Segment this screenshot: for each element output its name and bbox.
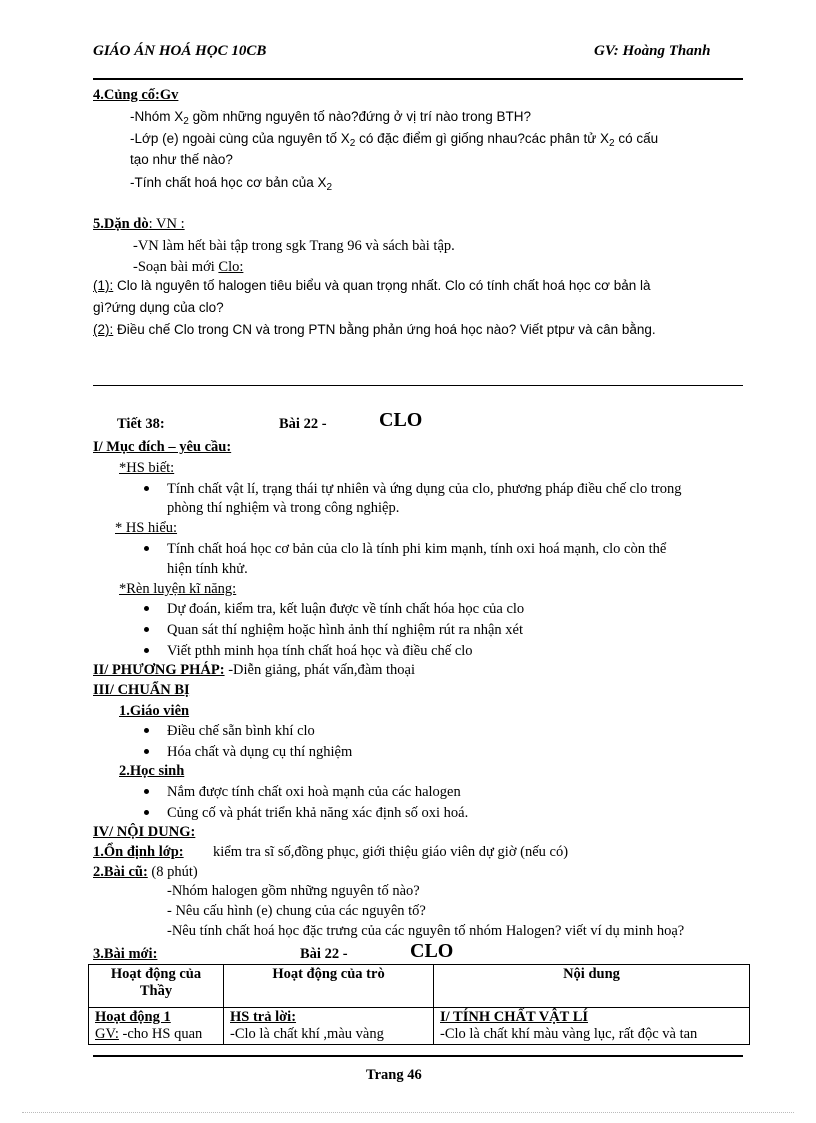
table-header-row (89, 965, 750, 1008)
page-edge (22, 1112, 794, 1113)
section-III-title: III/ CHUẨN BỊ (93, 682, 190, 698)
ky-nang-label: *Rèn luyện kĩ năng: (119, 581, 237, 597)
section-divider (93, 385, 743, 386)
ky-nang-item-3: Viết pthh minh họa tính chất hoá học và điều chế clo (167, 643, 473, 659)
bai-moi-label: 3.Bài mới: (93, 946, 158, 962)
s5-question-1: (1): Clo là nguyên tố halogen tiêu biểu và quan trọng nhất. Clo có tính chất hoá học cơ bản là (93, 278, 651, 293)
bullet-icon (144, 486, 149, 491)
biet-item-1-cont: phòng thí nghiệm và trong công nghiệp. (167, 500, 400, 516)
lesson-period: Tiết 38: (117, 416, 165, 432)
table-row (89, 1008, 750, 1027)
hieu-item-1-cont: hiện tính khử. (167, 561, 248, 577)
s5-line-2: -Soạn bài mới Clo: (133, 259, 244, 275)
header-rule (93, 78, 743, 80)
s5-question-1-cont: gì?ứng dụng của clo? (93, 300, 224, 315)
table-cell: -Clo là chất khí ,màu vàng (224, 1026, 434, 1045)
lesson-title: CLO (379, 409, 423, 431)
bai-cu-question-2: - Nêu cấu hình (e) chung của các nguyên tố? (167, 903, 426, 919)
bai-cu-line: 2.Bài cũ: (8 phút) (93, 864, 198, 880)
hs-hieu-label: * HS hiểu: (115, 520, 178, 536)
table-header-student: Hoạt động của trò (224, 965, 434, 1008)
hs-item-2: Củng cố và phát triển khả năng xác định số oxi hoá. (167, 805, 469, 821)
lesson-number: Bài 22 - (279, 416, 327, 432)
table-cell: I/ TÍNH CHẤT VẬT LÍ (434, 1008, 750, 1027)
on-dinh-text: kiểm tra sĩ số,đồng phục, giới thiệu giáo viên dự giờ (nếu có) (213, 844, 569, 860)
bullet-icon (144, 648, 149, 653)
ky-nang-item-1: Dự đoán, kiểm tra, kết luận được về tính chất hóa học của clo (167, 601, 525, 617)
bai-cu-question-3: -Nêu tính chất hoá học đặc trưng của các nguyên tố nhóm Halogen? viết ví dụ minh hoạ? (167, 923, 685, 939)
bai-moi-title: CLO (410, 940, 454, 962)
section-I-title: I/ Mục đích – yêu cầu: (93, 439, 232, 455)
s4-line-1: -Nhóm $X_2$ gồm những nguyên tố nào?đứng ở vị trí nào trong BTH? (130, 109, 531, 127)
on-dinh-label: 1.Ổn định lớp: (93, 844, 184, 860)
section-4-title: 4.Củng cố:Gv (93, 87, 179, 103)
header-title: GIÁO ÁN HOÁ HỌC 10CB (93, 43, 267, 59)
page-number: Trang 46 (366, 1067, 422, 1083)
ky-nang-item-2: Quan sát thí nghiệm hoặc hình ảnh thí nghiệm rút ra nhận xét (167, 622, 523, 638)
bullet-icon (144, 606, 149, 611)
table-header-teacher: Hoạt động của Thầy (89, 965, 224, 1008)
section-IV-title: IV/ NỘI DUNG: (93, 824, 196, 840)
table-cell: GV: -cho HS quan (89, 1026, 224, 1045)
bullet-icon (144, 749, 149, 754)
bullet-icon (144, 728, 149, 733)
s4-line-4: -Tính chất hoá học cơ bản của $X_2$ (130, 175, 333, 193)
table-cell: Hoạt động 1 (89, 1008, 224, 1027)
s5-question-2: (2): Điều chế Clo trong CN và trong PTN bằng phản ứng hoá học nào? Viết ptpư và cân bằng. (93, 322, 656, 337)
bullet-icon (144, 789, 149, 794)
table-cell: -Clo là chất khí màu vàng lục, rất độc và tan (434, 1026, 750, 1045)
hoc-sinh-label: 2.Học sinh (119, 763, 185, 779)
biet-item-1: Tính chất vật lí, trạng thái tự nhiên và ứng dụng của clo, phương pháp điều chế clo trong (167, 481, 682, 497)
bullet-icon (144, 546, 149, 551)
gv-item-1: Điều chế sẵn bình khí clo (167, 723, 315, 739)
table-row (89, 1026, 750, 1045)
bullet-icon (144, 810, 149, 815)
table-cell: HS trả lời: (224, 1008, 434, 1027)
giao-vien-label: 1.Giáo viên (119, 703, 190, 719)
table-header-content: Nội dung (434, 965, 750, 1008)
header-teacher: GV: Hoàng Thanh (594, 43, 711, 59)
footer-rule (93, 1055, 743, 1057)
activity-table (88, 964, 750, 1045)
bullet-icon (144, 627, 149, 632)
bai-cu-question-1: -Nhóm halogen gồm những nguyên tố nào? (167, 883, 420, 899)
bai-moi-number: Bài 22 - (300, 946, 348, 962)
section-5-title: 5.Dặn dò: VN : (93, 216, 185, 232)
hs-biet-label: *HS biết: (119, 460, 175, 476)
s4-line-2: -Lớp (e) ngoài cùng của nguyên tố $X_2$ có đặc điểm gì giống nhau?các phân tử $X_2$ có cấu (130, 131, 659, 149)
hs-item-1: Nắm được tính chất oxi hoà mạnh của các halogen (167, 784, 461, 800)
section-II: II/ PHƯƠNG PHÁP: -Diễn giảng, phát vấn,đàm thoại (93, 662, 416, 678)
s4-line-3: tạo như thế nào? (130, 152, 233, 167)
gv-item-2: Hóa chất và dụng cụ thí nghiệm (167, 744, 353, 760)
s5-line-1: -VN làm hết bài tập trong sgk Trang 96 và sách bài tập. (133, 238, 455, 254)
hieu-item-1: Tính chất hoá học cơ bản của clo là tính phi kim mạnh, tính oxi hoá mạnh, clo còn thể (167, 541, 667, 557)
